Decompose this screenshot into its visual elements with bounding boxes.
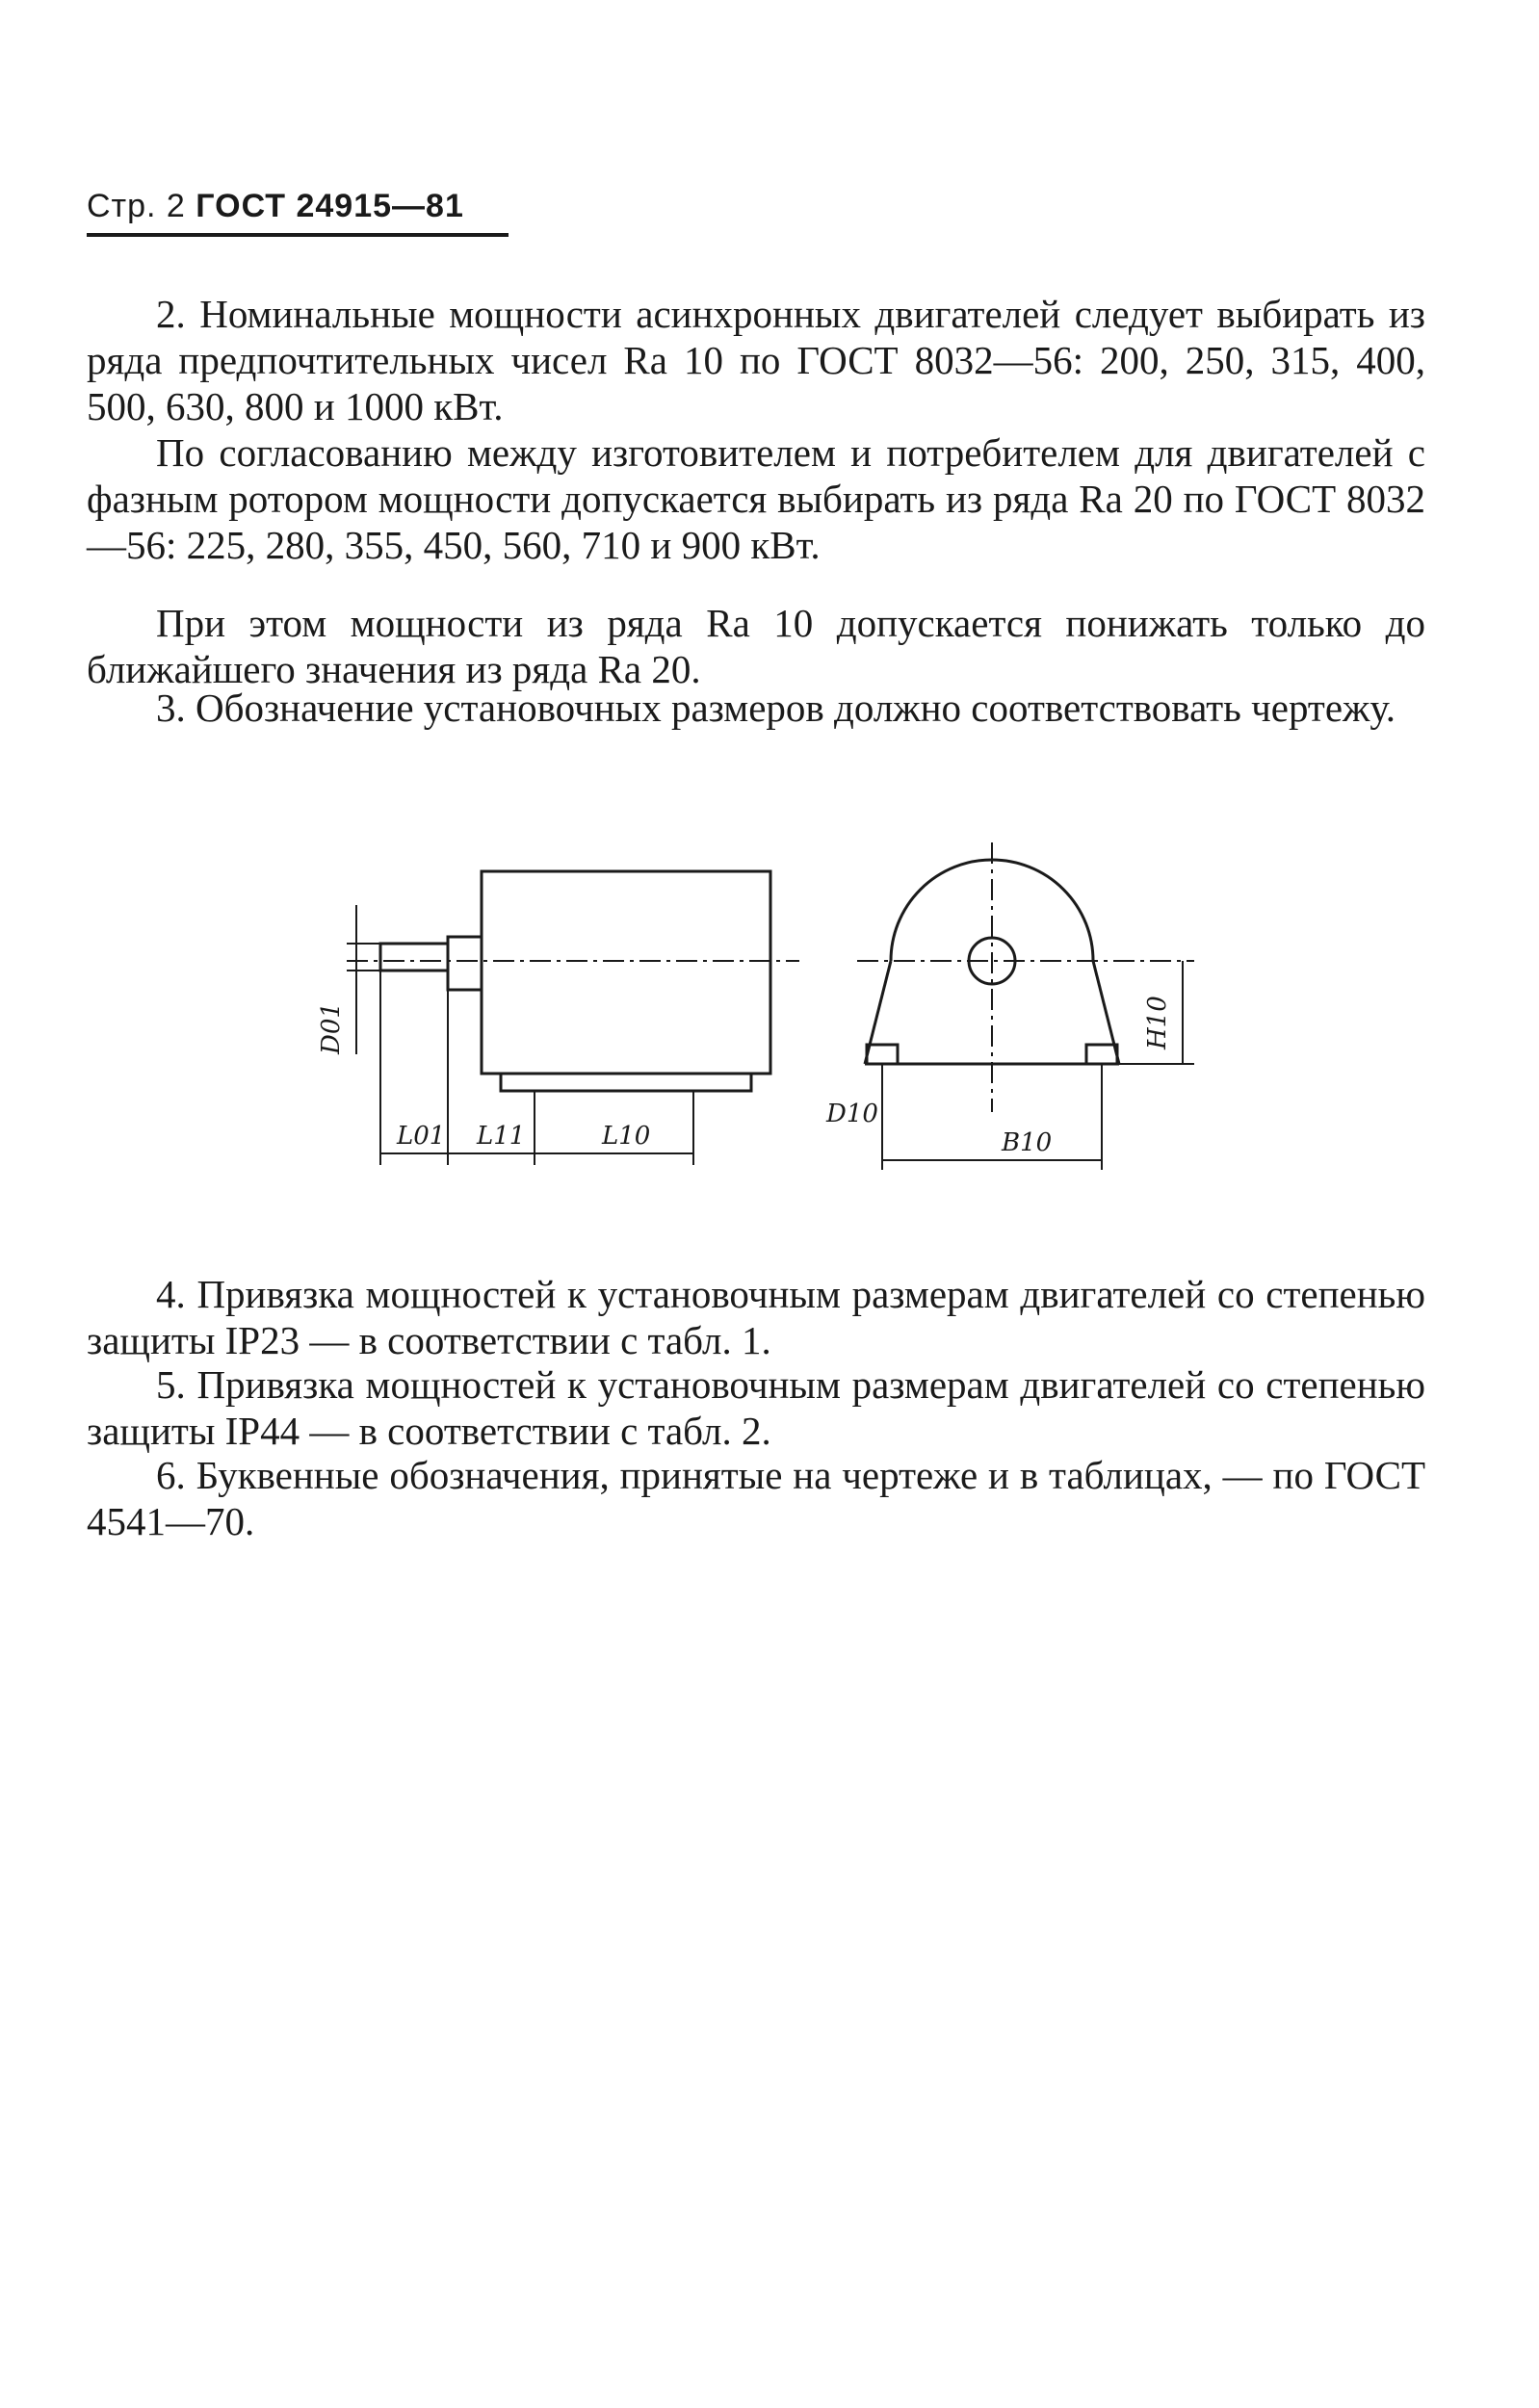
paragraph-2: 2. Номинальные мощности асинхронных двигателей следует выбирать из ряда предпочтительных чисел Ra 10 по ГОСТ 8032—56: 200, 250, 315, 400, 500, 630, 800 и 1000 кВт.: [87, 292, 1425, 428]
paragraph-4: 4. Привязка мощностей к установочным размерам двигателей со степенью защиты IP23 — в соответствии с табл. 1.: [87, 1272, 1425, 1362]
running-header: [87, 188, 510, 225]
motor-dimension-drawing: [289, 833, 1213, 1189]
label-l10: L10: [602, 1122, 651, 1151]
paragraph-6: 6. Буквенные обозначения, принятые на чертеже и в таблицах, — по ГОСТ 4541—70.: [87, 1453, 1425, 1543]
paragraph-3: 3. Обозначение установочных размеров должно соответствовать чертежу.: [156, 686, 1396, 730]
paragraph-2-reduction: При этом мощности из ряда Ra 10 допускается понижать только до ближайшего значения из ряда Ra 20.: [87, 601, 1425, 691]
shaft-end: [380, 944, 448, 971]
paragraph-5: 5. Привязка мощностей к установочным размерам двигателей со степенью защиты IP44 — в соответствии с табл. 2.: [87, 1362, 1425, 1453]
label-d01: D01: [317, 1002, 346, 1054]
label-h10: H10: [1143, 996, 1172, 1049]
page-number: Стр. 2: [87, 188, 186, 224]
motor-feet-side: [501, 1074, 751, 1091]
label-l01: L01: [397, 1122, 446, 1151]
page-header: [87, 188, 510, 237]
label-b10: B10: [1002, 1128, 1053, 1157]
label-l11: L11: [477, 1122, 526, 1151]
shaft-collar: [448, 937, 482, 990]
header-rule: [87, 233, 509, 237]
mounting-foot-right: [1086, 1045, 1117, 1064]
mounting-foot-left: [867, 1045, 898, 1064]
motor-body-side: [482, 871, 770, 1074]
label-d10: D10: [826, 1100, 878, 1128]
document-id: ГОСТ 24915—81: [196, 188, 464, 224]
paragraph-2-agreement: По согласованию между изготовителем и потребителем для двигателей с фазным ротором мощности допускается выбирать из ряда Ra 20 по ГОСТ 8032—56: 225, 280, 355, 450, 560, 710 и 900 кВт.: [87, 430, 1425, 567]
